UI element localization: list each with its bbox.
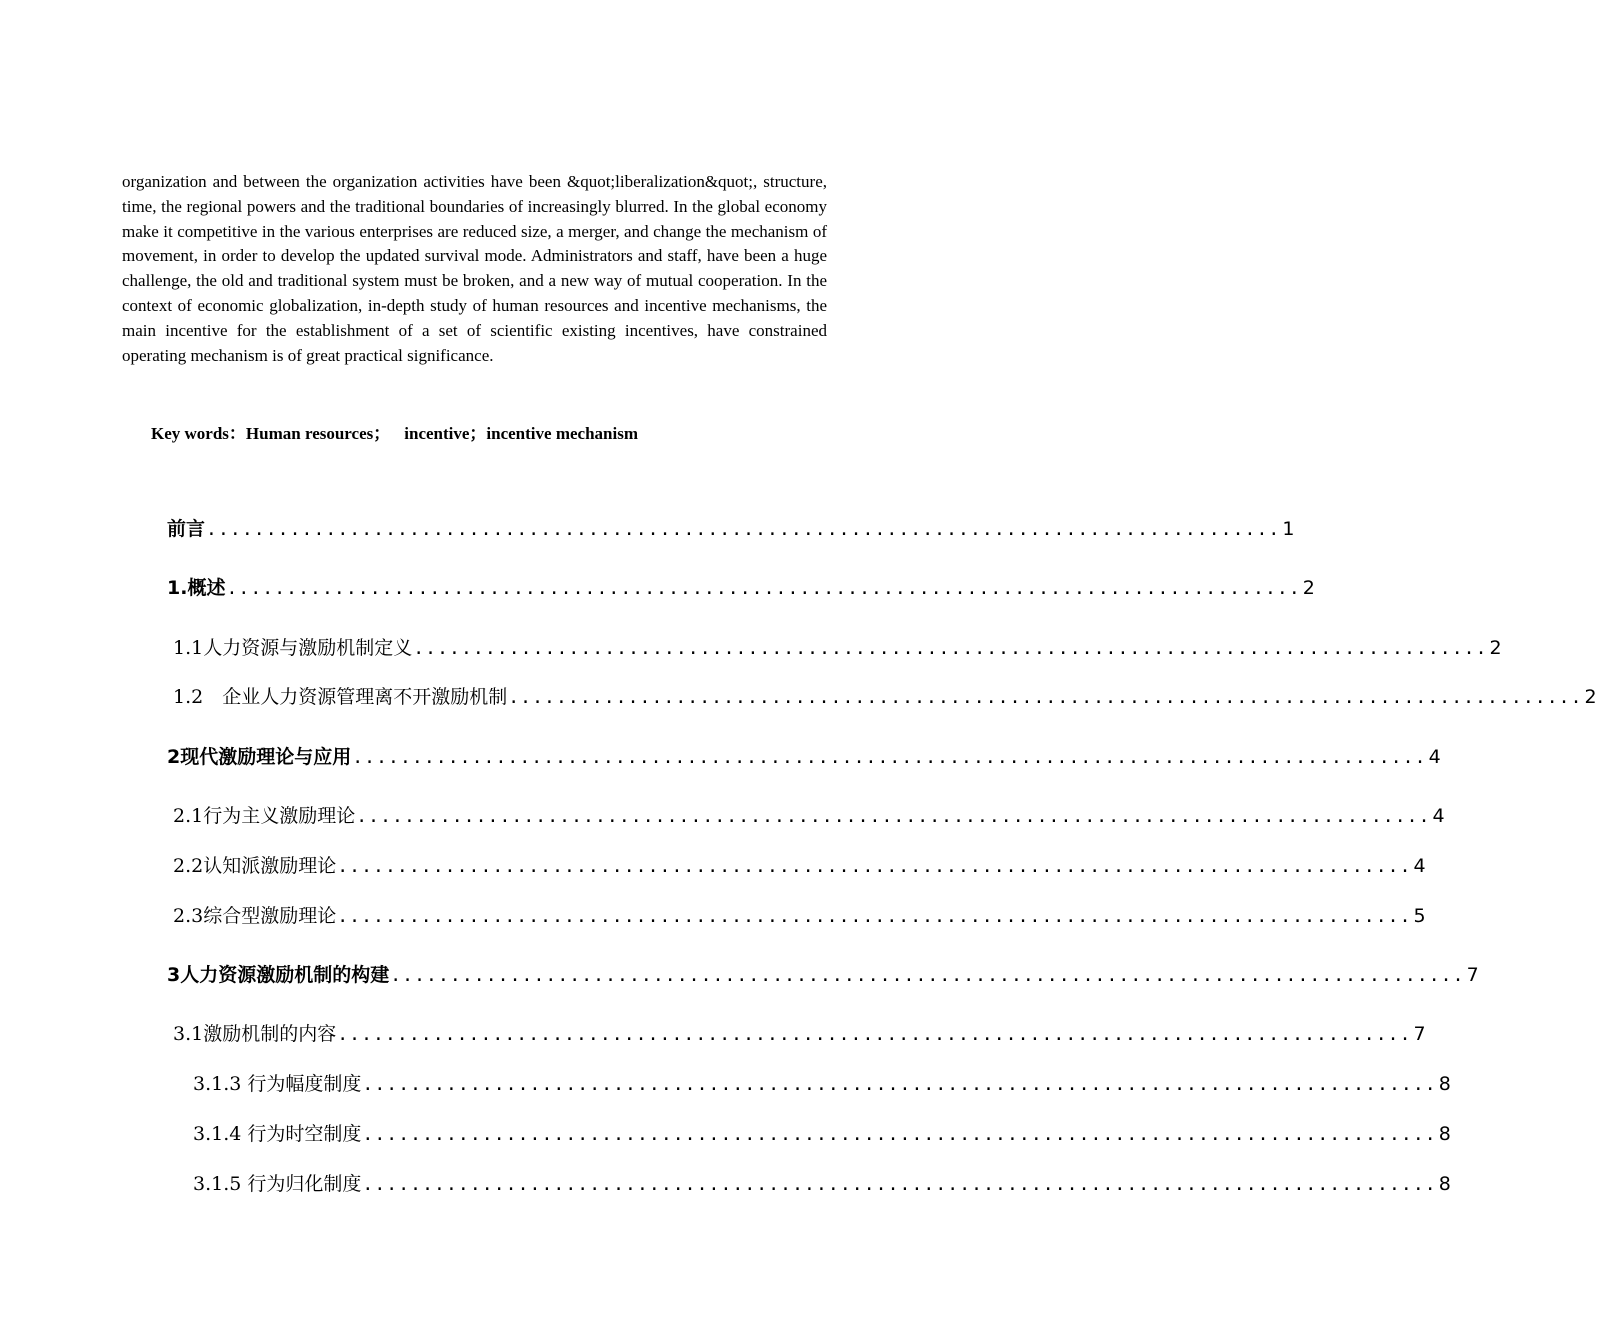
toc-entry-title: 2.1行为主义激励理论	[173, 805, 356, 827]
toc-entry-title: 3.1.4 行为时空制度	[193, 1123, 362, 1145]
toc-page-number: 7	[1466, 964, 1479, 986]
toc-dot-leader: ..........................................................................................	[337, 856, 1412, 877]
toc-entry-title: 1.2 企业人力资源管理离不开激励机制	[173, 686, 508, 708]
toc-dot-leader: ..........................................................................................	[362, 1174, 1437, 1195]
toc-entry-title: 1.概述	[167, 577, 226, 599]
toc-entry-title: 3.1.5 行为归化制度	[193, 1173, 362, 1195]
toc-page-number: 4	[1428, 746, 1441, 768]
toc-entry[interactable]	[193, 1169, 1451, 1199]
toc-page-number: 1	[1282, 518, 1295, 540]
toc-page-number: 2	[1302, 577, 1315, 599]
toc-entry[interactable]	[167, 573, 1315, 603]
keywords-rest: incentive；incentive mechanism	[404, 424, 638, 443]
toc-entry[interactable]	[173, 851, 1426, 881]
toc-entry[interactable]	[173, 901, 1426, 931]
toc-entry-title: 2.3综合型激励理论	[173, 905, 337, 927]
keywords-label: Key words：Human resources；	[151, 424, 391, 443]
toc-entry[interactable]	[173, 1019, 1426, 1049]
toc-entry[interactable]	[173, 682, 1597, 712]
toc-entry-title: 前言	[167, 518, 206, 540]
toc-dot-leader: ..........................................................................................	[226, 578, 1301, 599]
toc-entry[interactable]	[173, 801, 1445, 831]
toc-dot-leader: ..........................................................................................	[352, 747, 1427, 768]
toc-page-number: 4	[1432, 805, 1445, 827]
abstract-paragraph: organization and between the organization activities have been &quot;liberalization&quot;, structure, time, the regional powers and the traditional boundaries of increasingly blurred. In the global economy make it competitive in the various enterprises are reduced size, a merger, and change the mechanism of movement, in order to develop the updated survival mode. Administrators and staff, have been a huge challenge, the old and traditional system must be broken, and a new way of mutual cooperation. In the context of economic globalization, in-depth study of human resources and incentive mechanisms, the main incentive for the establishment of a set of scientific existing incentives, have constrained operating mechanism is of great practical significance.	[122, 172, 827, 365]
toc-dot-leader: ..........................................................................................	[206, 519, 1281, 540]
toc-entry-title: 2现代激励理论与应用	[167, 746, 352, 768]
toc-page-number: 5	[1413, 905, 1426, 927]
toc-dot-leader: ..........................................................................................	[508, 687, 1583, 708]
toc-entry-title: 1.1人力资源与激励机制定义	[173, 637, 413, 659]
toc-entry-title: 3.1.3 行为幅度制度	[193, 1073, 362, 1095]
toc-page-number: 8	[1438, 1073, 1451, 1095]
toc-dot-leader: ..........................................................................................	[390, 965, 1465, 986]
toc-dot-leader: ..........................................................................................	[337, 1024, 1412, 1045]
toc-entry-title: 3人力资源激励机制的构建	[167, 964, 390, 986]
toc-entry[interactable]	[193, 1119, 1451, 1149]
toc-entry[interactable]	[193, 1069, 1451, 1099]
toc-entry-title: 2.2认知派激励理论	[173, 855, 337, 877]
toc-page-number: 7	[1413, 1023, 1426, 1045]
toc-entry-title: 3.1激励机制的内容	[173, 1023, 337, 1045]
toc-page-number: 2	[1489, 637, 1502, 659]
toc-page-number: 8	[1438, 1123, 1451, 1145]
toc-page-number: 4	[1413, 855, 1426, 877]
toc-dot-leader: ..........................................................................................	[413, 638, 1488, 659]
toc-page-number: 8	[1438, 1173, 1451, 1195]
toc-dot-leader: ..........................................................................................	[337, 906, 1412, 927]
toc-entry[interactable]	[167, 742, 1441, 772]
toc-dot-leader: ..........................................................................................	[356, 806, 1431, 827]
toc-entry[interactable]	[173, 633, 1502, 663]
toc-entry[interactable]	[167, 960, 1479, 990]
toc-dot-leader: ..........................................................................................	[362, 1074, 1437, 1095]
toc-dot-leader: ..........................................................................................	[362, 1124, 1437, 1145]
toc-page-number: 2	[1584, 686, 1597, 708]
toc-entry[interactable]	[167, 514, 1295, 544]
